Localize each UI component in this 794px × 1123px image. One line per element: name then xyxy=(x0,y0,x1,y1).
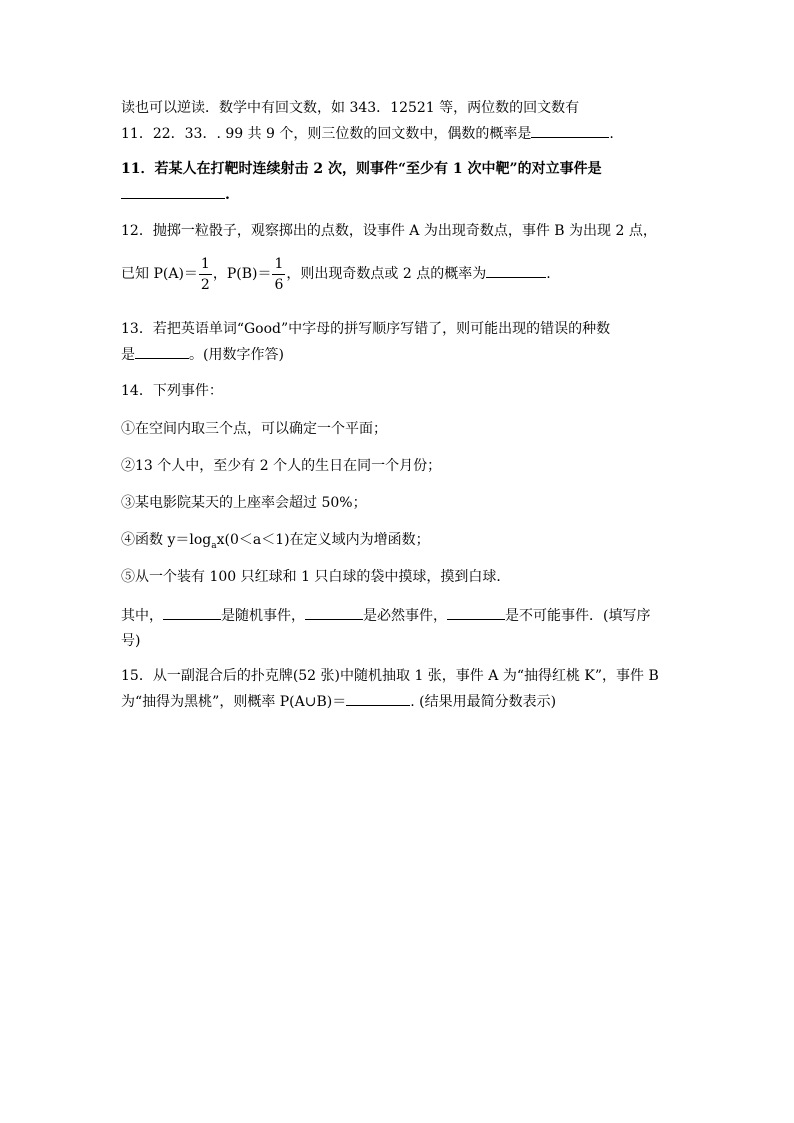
q15-line1: 15．从一副混合后的扑克牌(52 张)中随机抽取 1 张，事件 A 为“抽得红桃 K”，事件 B xyxy=(121,668,659,684)
q13-line2-pre: 是 xyxy=(121,347,135,363)
q10-line2 xyxy=(121,121,677,147)
q15-line2 xyxy=(121,689,677,715)
q13-line1: 13．若把英语单词“Good”中字母的拼写顺序写错了，则可能出现的错误的种数 xyxy=(121,321,611,337)
q11-line1: 11．若某人在打靶时连续射击 2 次，则事件“至少有 1 次中靶”的对立事件是 xyxy=(121,161,602,177)
q13-line2 xyxy=(121,342,677,368)
q14-ans-c: 是不可能事件．(填写序 xyxy=(505,608,651,624)
q12-fraction-pb xyxy=(272,254,285,295)
q14-random-blank[interactable] xyxy=(163,603,221,620)
q12-line1: 12．抛掷一粒骰子，观察掷出的点数，设事件 A 为出现奇数点，事件 B 为出现 2 点， xyxy=(121,223,657,239)
q15-block xyxy=(121,664,677,715)
q14-answer-line2: 号) xyxy=(121,633,141,649)
q12-end: . xyxy=(546,266,551,282)
q12-frac1-den: 2 xyxy=(200,276,210,293)
q14-answer-block xyxy=(121,603,677,654)
q12-mid: ，P(B)＝ xyxy=(212,266,272,282)
q15-answer-blank[interactable] xyxy=(346,689,410,706)
q13-line2-post: 。(用数字作答) xyxy=(189,347,284,363)
q12-frac2-num: 1 xyxy=(272,254,285,275)
q10-line2-text: 11．22．33．. 99 共 9 个，则三位数的回文数中，偶数的概率是 xyxy=(121,126,532,142)
q10-block xyxy=(121,96,677,147)
q14-ans-pre: 其中， xyxy=(121,608,163,624)
q11-block xyxy=(121,157,677,208)
q12-answer-blank[interactable] xyxy=(486,261,546,278)
q14-item-3: ③某电影院某天的上座率会超过 50%； xyxy=(121,495,367,511)
q12-fraction-pa xyxy=(199,254,212,295)
q10-line1: 读也可以逆读．数学中有回文数，如 343．12521 等，两位数的回文数有 xyxy=(121,100,580,116)
q12-frac2-den: 6 xyxy=(274,276,284,293)
q15-line2-pre: 为“抽得为黑桃”，则概率 P(A∪B)＝ xyxy=(121,694,347,710)
q14-ans-a: 是随机事件， xyxy=(221,608,305,624)
q15-line2-post: . (结果用最简分数表示) xyxy=(410,694,557,710)
q14-title: 14．下列事件： xyxy=(121,383,223,399)
q14-item-4 xyxy=(121,528,677,559)
q14-item-5: ⑤从一个装有 100 只红球和 1 只白球的袋中摸球，摸到白球． xyxy=(121,569,511,585)
q12-post: ，则出现奇数点或 2 点的概率为 xyxy=(286,266,487,282)
q10-end: . xyxy=(609,126,614,142)
q13-answer-blank[interactable] xyxy=(135,342,189,359)
q14-item4-pre: ④函数 y＝log xyxy=(121,532,212,548)
q12-line2 xyxy=(121,252,677,296)
q14-item-2: ②13 个人中，至少有 2 个人的生日在同一个月份； xyxy=(121,458,442,474)
q13-block xyxy=(121,317,677,368)
q12-block xyxy=(121,219,677,296)
q10-answer-blank[interactable] xyxy=(531,121,609,138)
q11-answer-blank[interactable] xyxy=(121,182,225,199)
q14-item-1: ①在空间内取三个点，可以确定一个平面； xyxy=(121,421,387,437)
q14-item4-post: x(0＜a＜1)在定义域内为增函数； xyxy=(216,532,430,548)
q14-impossible-blank[interactable] xyxy=(447,603,505,620)
q14-answer-line1 xyxy=(121,603,677,629)
q12-frac1-num: 1 xyxy=(199,254,212,275)
q11-end: . xyxy=(225,187,230,203)
q12-pre: 已知 P(A)＝ xyxy=(121,266,198,282)
q14-certain-blank[interactable] xyxy=(305,603,363,620)
q14-ans-b: 是必然事件， xyxy=(363,608,447,624)
q14-item4-sub: a xyxy=(211,540,217,551)
q11-line2 xyxy=(121,182,677,208)
